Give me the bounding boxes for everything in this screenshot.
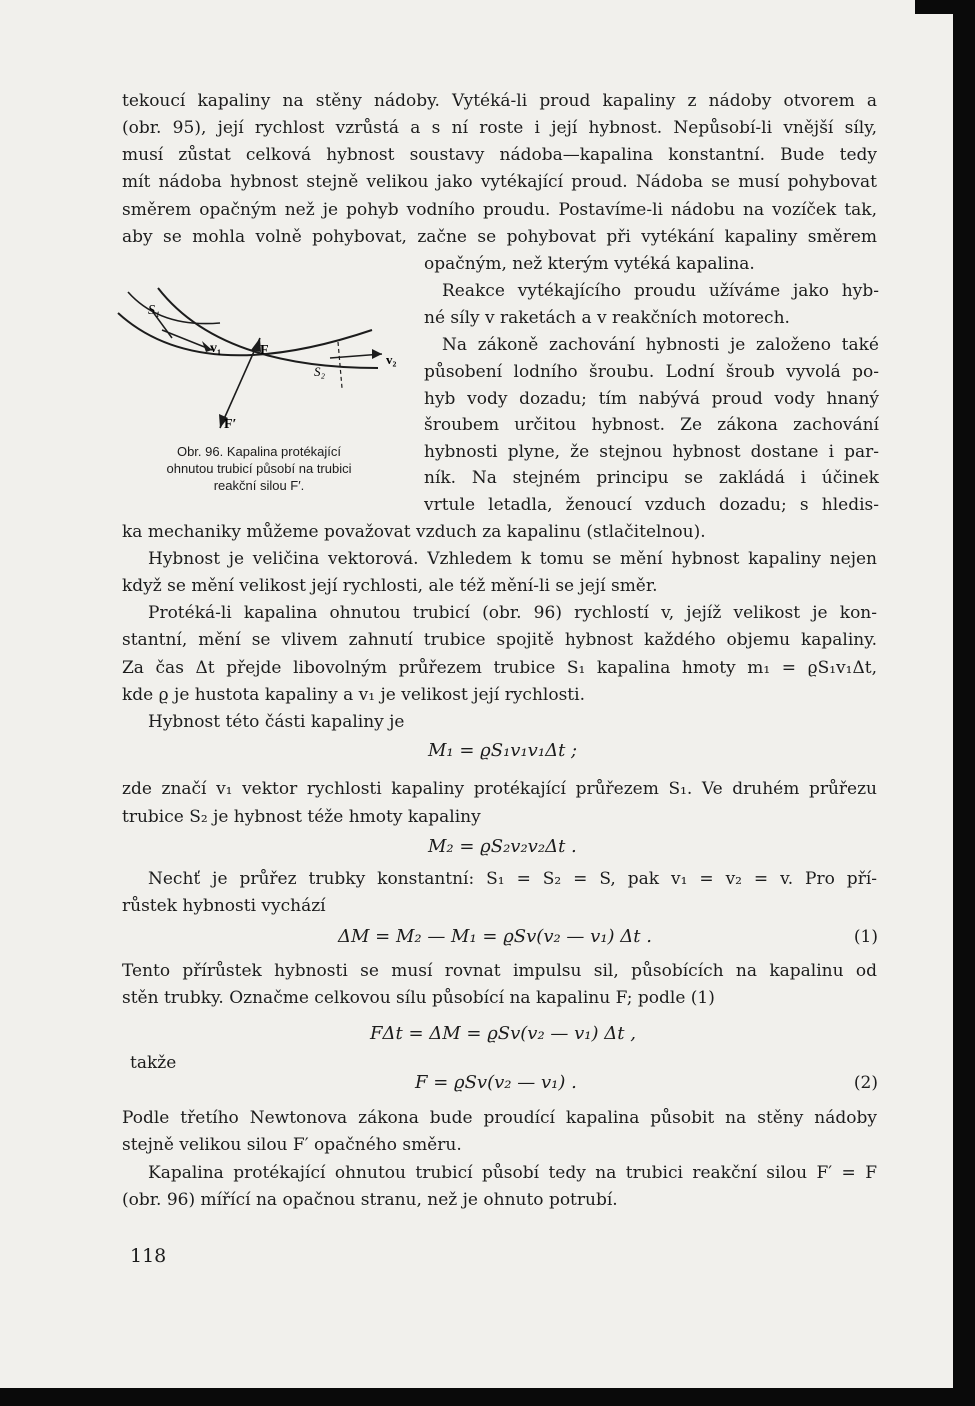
text-line: takže <box>130 1053 177 1073</box>
text-line: stěn trubky. Označme celkovou sílu působící na kapalinu F; podle (1) <box>122 988 715 1008</box>
text-line: růstek hybnosti vychází <box>122 896 326 916</box>
tube-wall-segment <box>128 292 220 324</box>
scan-border <box>953 0 975 1406</box>
text-line: tekoucí kapaliny na stěny nádoby. Vytéká-li proud kapaliny z nádoby otvorem a <box>122 91 877 111</box>
label-v1: v₁ <box>210 341 222 356</box>
label-f: F <box>260 343 269 358</box>
scan-border <box>0 1388 975 1406</box>
caption-line: reakční silou F′. <box>213 478 305 493</box>
label-v2: v₂ <box>386 352 397 367</box>
text-line: hybnosti plyne, že stejnou hybnost dostane i par- <box>424 442 879 462</box>
text-line: (obr. 96) mířící na opačnou stranu, než je ohnuto potrubí. <box>122 1190 618 1210</box>
caption-line: ohnutou trubicí působí na trubici <box>166 461 352 476</box>
text-line: mít nádoba hybnost stejně velikou jako vytékající proud. Nádoba se musí pohybovat <box>122 172 877 192</box>
label-fprime: F′ <box>224 417 237 432</box>
section-s2-line <box>338 342 342 388</box>
arrow-head-icon <box>372 349 382 359</box>
text-line: trubice S₂ je hybnost téže hmoty kapaliny <box>122 807 481 827</box>
text-line: ka mechaniky můžeme považovat vzduch za kapalinu (stlačitelnou). <box>122 522 706 542</box>
page-number: 118 <box>130 1245 167 1267</box>
text-line: né síly v raketách a v reakčních motorech. <box>424 308 790 328</box>
text-line: Hybnost této části kapaliny je <box>148 712 405 732</box>
equation-number: (1) <box>853 927 878 947</box>
text-line: kde ϱ je hustota kapaliny a v₁ je velikost její rychlosti. <box>122 685 585 705</box>
equation-delta-m: ΔM = M₂ — M₁ = ϱSv(v₂ — v₁) Δt . <box>338 926 652 947</box>
caption-line: Obr. 96. Kapalina protékající <box>176 444 342 459</box>
text-line: hyb vody dozadu; tím nabývá proud vody hnaný <box>424 389 879 409</box>
text-line: musí zůstat celková hybnost soustavy nádoba—kapalina konstantní. Bude tedy <box>122 145 877 165</box>
text-line: Nechť je průřez trubky konstantní: S₁ = S₂ = S, pak v₁ = v₂ = v. Pro pří- <box>148 869 877 889</box>
equation-force: F = ϱSv(v₂ — v₁) . <box>415 1072 577 1093</box>
text-line: Reakce vytékajícího proudu užíváme jako hyb- <box>442 281 879 301</box>
text-line: ník. Na stejném principu se zakládá i účinek <box>424 468 879 488</box>
text-line: stejně velikou silou F′ opačného směru. <box>122 1135 462 1155</box>
figure-caption <box>118 443 400 494</box>
text-line: Podle třetího Newtonova zákona bude proudící kapalina působit na stěny nádoby <box>122 1108 877 1128</box>
text-line: Za čas Δt přejde libovolným průřezem trubice S₁ kapalina hmoty m₁ = ϱS₁v₁Δt, <box>122 658 877 678</box>
equation-m2: M₂ = ϱS₂v₂v₂Δt . <box>428 836 577 857</box>
text-line: aby se mohla volně pohybovat, začne se pohybovat při vytékání kapaliny směrem <box>122 227 877 247</box>
force-f-line <box>220 338 260 428</box>
text-line: Kapalina protékající ohnutou trubicí působí tedy na trubici reakční silou F′ = F <box>148 1163 877 1183</box>
text-line: opačným, než kterým vytéká kapalina. <box>424 254 755 274</box>
equation-m1: M₁ = ϱS₁v₁v₁Δt ; <box>428 740 578 761</box>
label-s2: S₂ <box>314 364 326 379</box>
text-line: Na zákoně zachování hybnosti je založeno také <box>442 335 879 355</box>
text-line: Protéká-li kapalina ohnutou trubicí (obr. 96) rychlostí v, jejíž velikost je kon- <box>148 603 877 623</box>
text-line: (obr. 95), její rychlost vzrůstá a s ní roste i její hybnost. Nepůsobí-li vnější síly, <box>122 118 877 138</box>
text-line: šroubem určitou hybnost. Ze zákona zachování <box>424 415 879 435</box>
equation-impulse: FΔt = ΔM = ϱSv(v₂ — v₁) Δt , <box>370 1023 636 1044</box>
text-line: vrtule letadla, ženoucí vzduch dozadu; s hledis- <box>424 495 879 515</box>
text-line: Hybnost je veličina vektorová. Vzhledem k tomu se mění hybnost kapaliny nejen <box>148 549 877 569</box>
text-line: zde značí v₁ vektor rychlosti kapaliny protékající průřezem S₁. Ve druhém průřezu <box>122 779 877 799</box>
bent-tube-figure <box>110 268 400 438</box>
label-s1: S₁ <box>148 303 160 318</box>
text-line: Tento přírůstek hybnosti se musí rovnat impulsu sil, působících na kapalinu od <box>122 961 877 981</box>
equation-number: (2) <box>853 1073 878 1093</box>
text-line: stantní, mění se vlivem zahnutí trubice spojitě hybnost každého objemu kapaliny. <box>122 630 877 650</box>
text-line: směrem opačným než je pohyb vodního proudu. Postavíme-li nádobu na vozíček tak, <box>122 200 877 220</box>
text-line: když se mění velikost její rychlosti, ale též mění-li se její směr. <box>122 576 658 596</box>
text-line: působení lodního šroubu. Lodní šroub vyvolá po- <box>424 362 879 382</box>
